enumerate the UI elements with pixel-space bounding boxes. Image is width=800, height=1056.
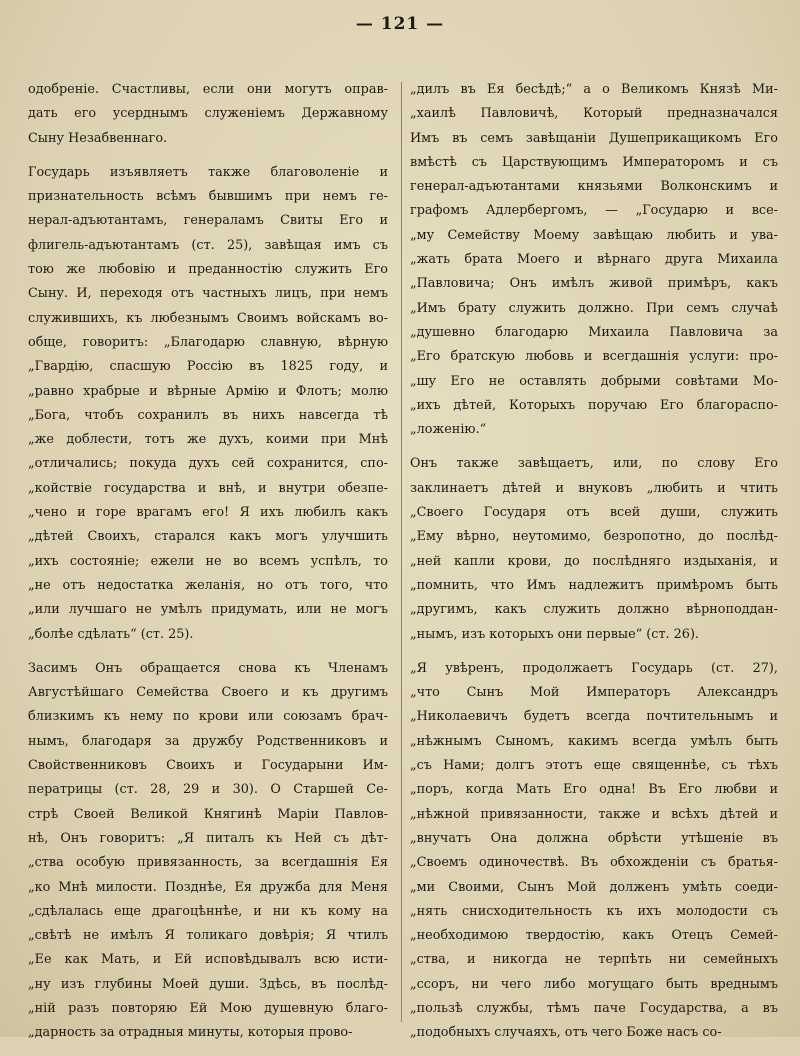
paragraph <box>410 657 778 1046</box>
text-line: Засимъ Онъ обращается снова къ Членамъ <box>28 660 388 676</box>
text-line: „пользѣ службы, тѣмъ паче Государства, а въ <box>410 1000 778 1016</box>
text-line: „ней капли крови, до послѣдняго издыханія, и <box>410 553 778 569</box>
text-line: „свѣтѣ не имѣлъ Я толикаго довѣрія; Я чтилъ <box>28 928 388 944</box>
text-line: „же доблести, тотъ же духъ, коими при Мнѣ <box>28 432 388 448</box>
text-line: „Ему вѣрно, неутомимо, безропотно, до послѣд- <box>410 529 778 545</box>
text-line: генерал-адъютантами князьями Волконскимъ и <box>410 179 778 195</box>
text-line: „жать брата Моего и вѣрнаго друга Михаила <box>410 252 778 268</box>
text-line: стрѣ Своей Великой Княгинѣ Маріи Павлов- <box>28 806 388 822</box>
text-line: „хаилѣ Павловичѣ, Который предназначался <box>410 106 778 122</box>
text-line: „дарность за отрадныя минуты, которыя прово- <box>28 1025 353 1041</box>
text-line: „нѣжнымъ Сыномъ, какимъ всегда умѣлъ быть <box>410 733 778 749</box>
text-line: „Ее как Мать, и Ей исповѣдывалъ всю исти- <box>28 952 388 968</box>
text-line: Имъ въ семъ завѣщаніи Душеприкащикомъ Его <box>410 130 778 146</box>
text-line: вмѣстѣ съ Царствующимъ Императоромъ и съ <box>410 154 778 170</box>
text-line: „ссоръ, ни чего либо могущаго быть вреднымъ <box>410 976 778 992</box>
text-line: „Своего Государя отъ всей души, служить <box>410 505 778 521</box>
text-line: ператрицы (ст. 28, 29 и 30). О Старшей Се- <box>28 782 388 798</box>
text-line: „сдѣлалась еще драгоцѣннѣе, и ни къ кому на <box>28 903 388 919</box>
text-line: „поръ, когда Мать Его одна! Въ Его любви и <box>410 782 778 798</box>
text-line: тою же любовію и преданностію служить Его <box>28 262 388 278</box>
text-line: Августѣйшаго Семейства Своего и къ другимъ <box>28 685 388 701</box>
text-line: нымъ, благодаря за дружбу Родственниковъ и <box>28 733 388 749</box>
text-line: „Бога, чтобъ сохранилъ въ нихъ навсегда тѣ <box>28 407 388 423</box>
text-line: „Гвардію, спасшую Россію въ 1825 году, и <box>28 359 388 375</box>
paragraph <box>28 657 388 1046</box>
text-line: „шу Его не оставлять добрыми совѣтами Мо- <box>410 373 778 389</box>
text-line: „ихъ дѣтей, Которыхъ поручаю Его благораспо- <box>410 397 778 413</box>
text-line: „съ Нами; долгъ этотъ еще священнѣе, съ тѣхъ <box>410 758 778 774</box>
text-line: „отличались; покуда духъ сей сохранится, спо- <box>28 456 388 472</box>
text-line: „Имъ брату служить должно. При семъ случаѣ <box>410 300 778 316</box>
page-number-header: — 121 — <box>355 14 445 34</box>
text-line: „не отъ недостатка желанія, но отъ того, что <box>28 577 388 593</box>
text-line: „ко Мнѣ милости. Позднѣе, Ея дружба для Меня <box>28 879 388 895</box>
text-line: близкимъ къ нему по крови или союзамъ брач- <box>28 709 388 725</box>
text-line: „дѣтей Своихъ, старался какъ могъ улучшить <box>28 529 388 545</box>
text-line: „Его братскую любовь и всегдашнія услуги: про- <box>410 349 778 365</box>
paragraph <box>410 452 778 646</box>
text-line: „внучатъ Она должна обрѣсти утѣшеніе въ <box>410 830 778 846</box>
text-line: Свойственниковъ Своихъ и Государыни Им- <box>28 758 388 774</box>
paragraph <box>28 161 388 647</box>
text-line: „подобныхъ случаяхъ, отъ чего Боже насъ со- <box>410 1025 722 1041</box>
text-line: Государь изъявляетъ также благоволеніе и <box>28 164 388 180</box>
text-line: „другимъ, какъ служить должно вѣрноподдан- <box>410 602 778 618</box>
text-line: „ства особую привязанность, за всегдашнія Ея <box>28 855 388 871</box>
text-line: Сыну. И, переходя отъ частныхъ лицъ, при немъ <box>28 286 388 302</box>
text-line: флигель-адъютантамъ (ст. 25), завѣщая имъ съ <box>28 237 388 253</box>
text-line: „или лучшаго не умѣлъ придумать, или не могъ <box>28 602 388 618</box>
text-line: „болѣе сдѣлать“ (ст. 25). <box>28 626 194 642</box>
text-line: „необходимою твердостію, какъ Отецъ Семей- <box>410 928 778 944</box>
text-line: нерал-адъютантамъ, генераламъ Свиты Его и <box>28 213 388 229</box>
text-line: заклинаетъ дѣтей и внуковъ „любить и чтить <box>410 480 778 496</box>
text-line: „койствіе государства и внѣ, и внутри обезпе- <box>28 480 388 496</box>
text-line: одобреніе. Счастливы, если они могутъ оправ- <box>28 82 388 97</box>
text-line: „нять снисходительность къ ихъ молодости съ <box>410 903 778 919</box>
text-line: „нѣжной привязанности, также и всѣхъ дѣтей и <box>410 806 778 822</box>
text-line: „что Сынъ Мой Императоръ Александръ <box>410 685 778 701</box>
text-line: „Я увѣренъ, продолжаетъ Государь (ст. 27), <box>410 660 778 676</box>
text-line: „Павловича; Онъ имѣлъ живой примѣръ, какъ <box>410 276 778 292</box>
text-line: „ложенію.“ <box>410 422 487 438</box>
right-column <box>410 78 778 1056</box>
text-line: „ми Своими, Сынъ Мой долженъ умѣть соеди- <box>410 879 778 895</box>
text-line: „ства, и никогда не терпѣть ни семейныхъ <box>410 952 778 968</box>
text-line: „дилъ въ Ея бесѣдѣ;“ а о Великомъ Князѣ Ми- <box>410 82 778 97</box>
text-line: Сыну Незабвеннаго. <box>28 130 168 146</box>
text-line: „ихъ состояніе; ежели не во всемъ успѣлъ, то <box>28 553 388 569</box>
text-line: „душевно благодарю Михаила Павловича за <box>410 324 778 340</box>
paragraph <box>410 78 778 442</box>
text-line: „помнить, что Имъ надлежитъ примѣромъ быть <box>410 577 778 593</box>
text-line: Онъ также завѣщаетъ, или, по слову Его <box>410 456 778 472</box>
text-line: дать его усерднымъ служеніемъ Державному <box>28 106 388 122</box>
text-line: „чено и горе врагамъ его! Я ихъ любилъ какъ <box>28 505 388 521</box>
left-column <box>28 78 388 1056</box>
text-line: служившихъ, къ любезнымъ Своимъ войскамъ во- <box>28 310 388 326</box>
text-line: обще, говоритъ: „Благодарю славную, вѣрную <box>28 334 388 350</box>
text-line: „нымъ, изъ которыхъ они первые“ (ст. 26). <box>410 626 699 642</box>
text-line: графомъ Адлербергомъ, — „Государю и все- <box>410 203 778 219</box>
text-line: нѣ, Онъ говоритъ: „Я питалъ къ Ней съ дѣт- <box>28 830 388 846</box>
text-line: „ну изъ глубины Моей души. Здѣсь, въ послѣд- <box>28 976 388 992</box>
paragraph <box>28 78 388 151</box>
column-divider <box>401 82 402 1022</box>
text-line: „ній разъ повторяю Ей Мою душевную благо- <box>28 1000 388 1016</box>
text-line: „Своемъ одиночествѣ. Въ обхожденіи съ братья- <box>410 855 778 871</box>
text-line: „му Семейству Моему завѣщаю любить и ува- <box>410 227 778 243</box>
text-line: „равно храбрые и вѣрные Армію и Флотъ; молю <box>28 383 388 399</box>
text-line: „Николаевичъ будетъ всегда почтительнымъ и <box>410 709 778 725</box>
text-line: признательность всѣмъ бывшимъ при немъ ге- <box>28 189 388 205</box>
